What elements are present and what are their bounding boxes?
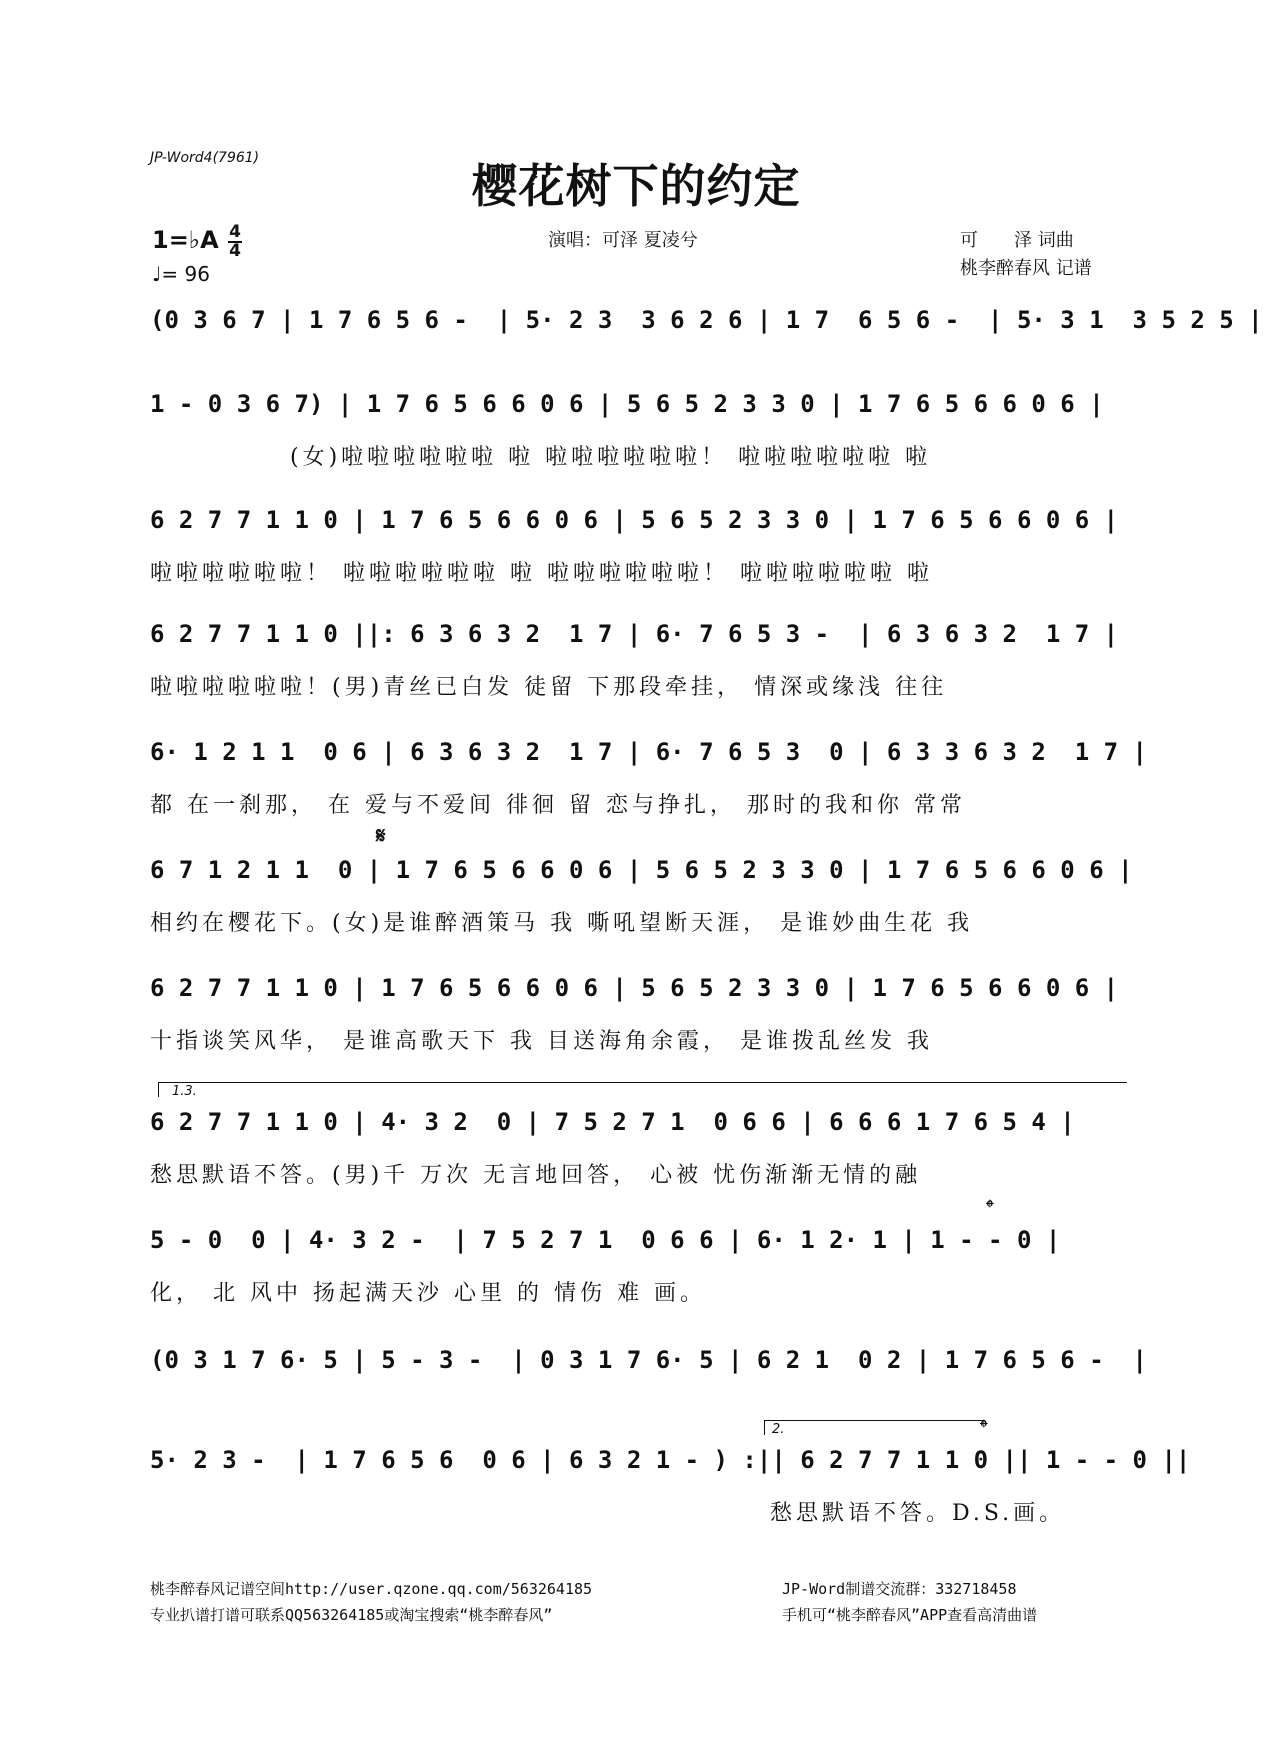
notation: 6 2 7 7 1 1 0 | 1 7 6 5 6 6 0 6 | 5 6 5 2 3 3 0 | 1 7 6 5 6 6 0 6 |	[150, 506, 1119, 534]
time-signature	[228, 224, 242, 260]
coda-sign: 𝄌	[980, 1416, 988, 1441]
notation: 5· 2 3 - | 1 7 6 5 6 0 6 | 6 3 2 1 - ) :|| 6 2 7 7 1 1 0 || 1 - - 0 ||	[150, 1446, 1191, 1474]
notation: 6 7 1 2 1 1 0 | 1 7 6 5 6 6 0 6 | 5 6 5 2 3 3 0 | 1 7 6 5 6 6 0 6 |	[150, 856, 1133, 884]
lyricist-composer-credit: 可 泽 词曲	[960, 230, 1074, 251]
time-signature-bottom: 4	[229, 241, 241, 261]
segno-sign: 𝄋	[376, 824, 386, 849]
lyrics: 愁思默语不答。D.S.画。	[770, 1501, 1066, 1526]
singers-credit: 演唱：可泽 夏凌兮	[548, 230, 698, 251]
second-ending-bracket	[764, 1420, 985, 1435]
coda-sign: 𝄌	[986, 1196, 994, 1221]
tempo-marking: ♩= 96	[152, 262, 210, 286]
lyrics: 啦啦啦啦啦啦！ 啦啦啦啦啦啦 啦 啦啦啦啦啦啦！ 啦啦啦啦啦啦 啦	[150, 561, 933, 586]
first-ending-bracket	[158, 1082, 1127, 1097]
score-line-11	[150, 1416, 1191, 1558]
score-line-6	[150, 824, 1133, 968]
notation: 6 2 7 7 1 1 0 | 1 7 6 5 6 6 0 6 | 5 6 5 2 3 3 0 | 1 7 6 5 6 6 0 6 |	[150, 974, 1119, 1002]
notation: (0 3 1 7 6· 5 | 5 - 3 - | 0 3 1 7 6· 5 | 6 2 1 0 2 | 1 7 6 5 6 - |	[150, 1346, 1147, 1374]
key-signature: 1=♭A	[152, 226, 219, 254]
score-line-2	[150, 390, 1130, 502]
lyrics: 愁思默语不答。(男)千 万次 无言地回答， 心被 忧伤渐渐无情的融	[150, 1163, 922, 1188]
transcriber-credit: 桃李醉春风 记谱	[960, 258, 1092, 279]
lyrics: (女)啦啦啦啦啦啦 啦 啦啦啦啦啦啦！ 啦啦啦啦啦啦 啦	[290, 445, 932, 470]
notation: 6 2 7 7 1 1 0 | 4· 3 2 0 | 7 5 2 7 1 0 6 6 | 6 6 6 1 7 6 5 4 |	[150, 1108, 1075, 1136]
lyrics: 十指谈笑风华， 是谁高歌天下 我 目送海角余霞， 是谁拨乱丝发 我	[150, 1029, 933, 1054]
second-ending-label: 2.	[772, 1422, 785, 1437]
song-title: 樱花树下的约定	[471, 159, 801, 213]
footer-left-line-2: 专业扒谱打谱可联系QQ563264185或淘宝搜索“桃李醉春风”	[150, 1606, 553, 1624]
footer-right-line-2: 手机可“桃李醉春风”APP查看高清曲谱	[782, 1606, 1038, 1624]
score-line-3	[150, 506, 1130, 618]
footer-right-line-1: JP-Word制谱交流群：332718458	[782, 1580, 1017, 1598]
score-line-5	[150, 738, 1147, 850]
notation: 5 - 0 0 | 4· 3 2 - | 7 5 2 7 1 0 6 6 | 6· 1 2· 1 | 1 - - 0 |	[150, 1226, 1061, 1254]
notation: (0 3 6 7 | 1 7 6 5 6 - | 5· 2 3 3 6 2 6 | 1 7 6 5 6 - | 5· 3 1 3 5 2 5 |	[150, 306, 1263, 334]
score-line-10	[150, 1346, 1147, 1458]
lyrics: 啦啦啦啦啦啦！(男)青丝已白发 徒留 下那段牵挂， 情深或缘浅 往往	[150, 675, 948, 700]
score-line-4	[150, 620, 1130, 732]
software-label: JP-Word4(7961)	[150, 150, 260, 166]
score-line-8	[150, 1084, 1130, 1220]
lyrics: 都 在一刹那， 在 爱与不爱间 徘徊 留 恋与挣扎， 那时的我和你 常常	[150, 793, 966, 818]
score-line-7	[150, 974, 1130, 1086]
footer-left-line-1: 桃李醉春风记谱空间http://user.qzone.qq.com/563264185	[150, 1580, 593, 1598]
lyrics: 化， 北 风中 扬起满天沙 心里 的 情伤 难 画。	[150, 1281, 706, 1306]
time-signature-top: 4	[229, 222, 241, 242]
notation: 1 - 0 3 6 7) | 1 7 6 5 6 6 0 6 | 5 6 5 2 3 3 0 | 1 7 6 5 6 6 0 6 |	[150, 390, 1104, 418]
first-ending-label: 1.3.	[172, 1084, 197, 1099]
lyrics: 相约在樱花下。(女)是谁醉酒策马 我 嘶吼望断天涯， 是谁妙曲生花 我	[150, 911, 974, 936]
score-line-9	[150, 1196, 1130, 1338]
notation: 6 2 7 7 1 1 0 ||: 6 3 6 3 2 1 7 | 6· 7 6 5 3 - | 6 3 6 3 2 1 7 |	[150, 620, 1119, 648]
notation: 6· 1 2 1 1 0 6 | 6 3 6 3 2 1 7 | 6· 7 6 5 3 0 | 6 3 3 6 3 2 1 7 |	[150, 738, 1147, 766]
